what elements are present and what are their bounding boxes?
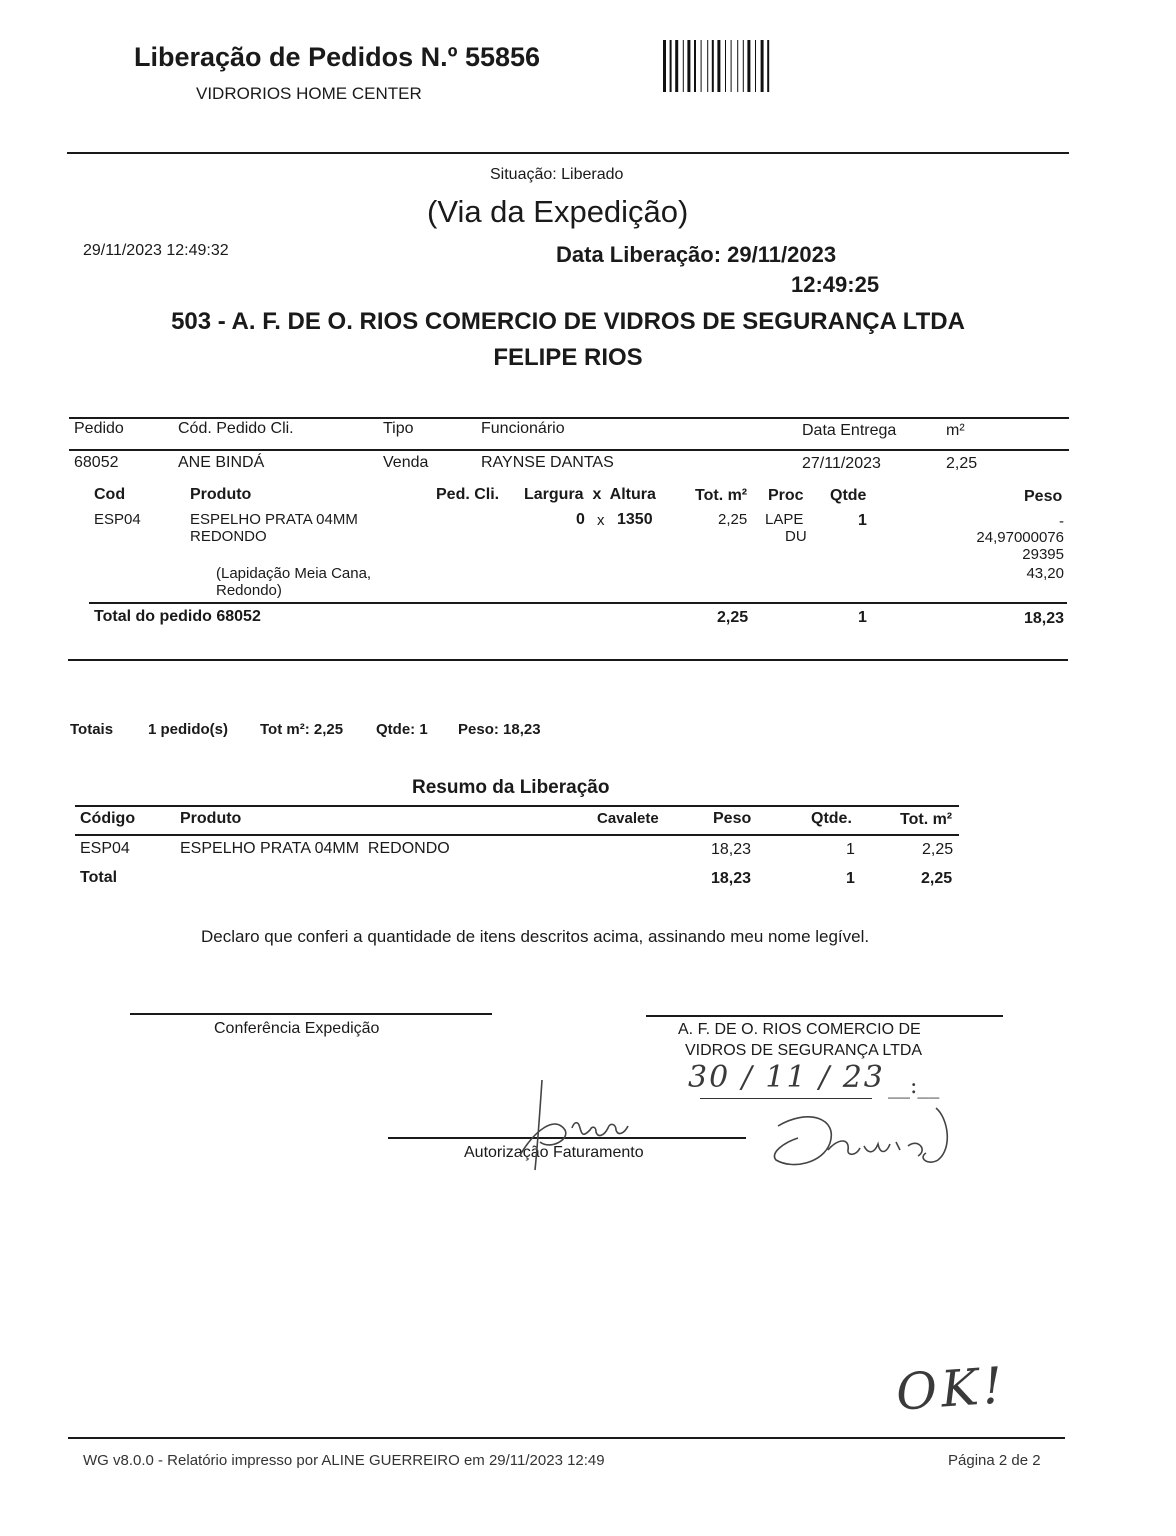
barcode-bar	[687, 40, 690, 92]
company-line1: A. F. DE O. RIOS COMERCIO DE	[678, 1021, 921, 1038]
signature-line-company	[646, 1015, 1003, 1017]
resumo-col-cavalete: Cavalete	[597, 810, 659, 827]
resumo-row-codigo: ESP04	[80, 840, 130, 857]
resumo-total-tot-m2: 2,25	[921, 870, 953, 887]
item-proc-line1: LAPE	[765, 511, 804, 528]
totais-peso: Peso: 18,23	[458, 721, 541, 738]
item-largura: 0	[576, 511, 585, 528]
resumo-title: Resumo da Liberação	[412, 777, 610, 798]
item-altura: 1350	[617, 511, 653, 528]
signature-aline	[480, 1070, 650, 1180]
resumo-total-qtde: 1	[846, 870, 855, 887]
resumo-col-peso: Peso	[713, 810, 752, 827]
totais-label: Totais	[70, 721, 114, 738]
resumo-header-rule	[75, 834, 959, 836]
resumo-col-qtde: Qtde.	[811, 810, 852, 827]
barcode-bar	[694, 40, 696, 92]
order-table-top-rule	[69, 417, 1069, 419]
footer-page-number: Página 2 de 2	[948, 1452, 1041, 1469]
barcode-bar	[683, 40, 684, 92]
row-cod-pedido-cli: ANE BINDÁ	[178, 454, 265, 471]
barcode-bar	[767, 40, 769, 92]
barcode-bar	[737, 40, 738, 92]
release-date: Data Liberação: 29/11/2023	[556, 242, 837, 267]
barcode	[662, 40, 840, 92]
handwritten-ok-note: OK!	[894, 1356, 1009, 1422]
item-col-produto: Produto	[190, 486, 252, 503]
item-col-cod: Cod	[94, 486, 126, 503]
order-table-bottom-rule	[68, 659, 1068, 661]
item-proc-line2: DU	[785, 528, 807, 545]
barcode-bar	[670, 40, 672, 92]
col-m2: m²	[946, 422, 965, 439]
order-total-label: Total do pedido 68052	[94, 608, 261, 625]
resumo-top-rule	[75, 805, 959, 807]
declaration-text: Declaro que conferi a quantidade de itens descritos acima, assinando meu nome legível.	[201, 927, 870, 946]
item-produto-line2: REDONDO	[190, 528, 267, 545]
order-total-peso: 18,23	[1023, 610, 1064, 627]
barcode-bar	[731, 40, 732, 92]
client-name: 503 - A. F. DE O. RIOS COMERCIO DE VIDROS DE SEGURANÇA LTDA	[171, 308, 965, 335]
resumo-total-label: Total	[80, 869, 118, 886]
print-datetime: 29/11/2023 12:49:32	[83, 242, 229, 259]
signature-daniel	[768, 1098, 968, 1176]
time-blank: __:__	[888, 1074, 940, 1099]
item-produto-line1: ESPELHO PRATA 04MM	[190, 511, 358, 528]
totais-m2: Tot m²: 2,25	[260, 721, 344, 738]
signature-line-conferencia	[130, 1013, 492, 1015]
conferencia-label: Conferência Expedição	[214, 1020, 380, 1037]
barcode-bar	[725, 40, 726, 92]
document-title: Liberação de Pedidos N.º 55856	[134, 42, 541, 72]
barcode-bar	[663, 40, 666, 92]
row-tipo: Venda	[383, 454, 429, 471]
resumo-col-produto: Produto	[180, 810, 242, 827]
col-data-entrega: Data Entrega	[802, 422, 897, 439]
barcode-bar	[761, 40, 764, 92]
resumo-row-peso: 18,23	[711, 841, 752, 858]
resumo-col-codigo: Código	[80, 810, 136, 827]
row-data-entrega: 27/11/2023	[802, 455, 881, 472]
item-peso-line3: 29395	[1022, 546, 1064, 563]
autorizacao-label: Autorização Faturamento	[464, 1144, 644, 1161]
status-text: Situação: Liberado	[490, 166, 624, 183]
copy-type: (Via da Expedição)	[427, 194, 689, 229]
release-time: 12:49:25	[791, 272, 880, 297]
col-pedido: Pedido	[74, 420, 124, 437]
company-name: VIDRORIOS HOME CENTER	[196, 84, 422, 103]
item-col-peso: Peso	[1024, 488, 1063, 505]
item-qtde: 1	[858, 512, 867, 529]
resumo-row-tot-m2: 2,25	[922, 841, 954, 858]
resumo-row-qtde: 1	[846, 841, 855, 858]
item-tot-m2: 2,25	[718, 511, 748, 528]
order-total-m2: 2,25	[717, 609, 749, 626]
item-obs-line2: Redondo)	[216, 582, 282, 599]
item-col-tot-m2: Tot. m²	[695, 487, 748, 504]
row-funcionario: RAYNSE DANTAS	[481, 454, 614, 471]
barcode-bar	[707, 40, 708, 92]
item-x: x	[597, 512, 605, 529]
item-col-qtde: Qtde	[830, 487, 867, 504]
barcode-bar	[717, 40, 720, 92]
totais-qtde: Qtde: 1	[376, 721, 428, 738]
order-header-rule	[69, 449, 1069, 451]
item-total-rule	[89, 602, 1067, 604]
resumo-total-peso: 18,23	[711, 870, 752, 887]
barcode-bar	[747, 40, 750, 92]
row-pedido: 68052	[74, 454, 119, 471]
footer-rule	[68, 1437, 1065, 1439]
barcode-bar	[743, 40, 744, 92]
item-col-largura-altura: Largura x Altura	[524, 486, 656, 503]
barcode-bar	[712, 40, 714, 92]
header-divider	[67, 152, 1069, 154]
resumo-row-produto: ESPELHO PRATA 04MM REDONDO	[180, 840, 450, 857]
totais-pedidos: 1 pedido(s)	[148, 721, 229, 738]
row-m2: 2,25	[946, 455, 978, 472]
item-col-proc: Proc	[768, 487, 804, 504]
resumo-col-tot-m2: Tot. m²	[900, 811, 953, 828]
col-cod-pedido-cli: Cód. Pedido Cli.	[178, 420, 294, 437]
item-peso-line1: -	[1059, 513, 1064, 530]
footer-printed-by: WG v8.0.0 - Relatório impresso por ALINE GUERREIRO em 29/11/2023 12:49	[83, 1452, 605, 1469]
item-cod: ESP04	[94, 511, 141, 528]
item-obs-line1: (Lapidação Meia Cana,	[216, 565, 372, 582]
handwritten-date: 30 / 11 / 23	[688, 1060, 885, 1095]
col-tipo: Tipo	[383, 420, 414, 437]
barcode-bar	[675, 40, 678, 92]
barcode-bar	[755, 40, 756, 92]
item-peso-line2: 24,97000076	[976, 529, 1064, 546]
item-col-ped-cli: Ped. Cli.	[436, 486, 500, 503]
barcode-bar	[701, 40, 702, 92]
company-line2: VIDROS DE SEGURANÇA LTDA	[685, 1042, 923, 1059]
item-peso-line4: 43,20	[1026, 565, 1064, 582]
contact-name: FELIPE RIOS	[493, 344, 643, 371]
col-funcionario: Funcionário	[481, 420, 565, 437]
order-total-qtde: 1	[858, 609, 867, 626]
